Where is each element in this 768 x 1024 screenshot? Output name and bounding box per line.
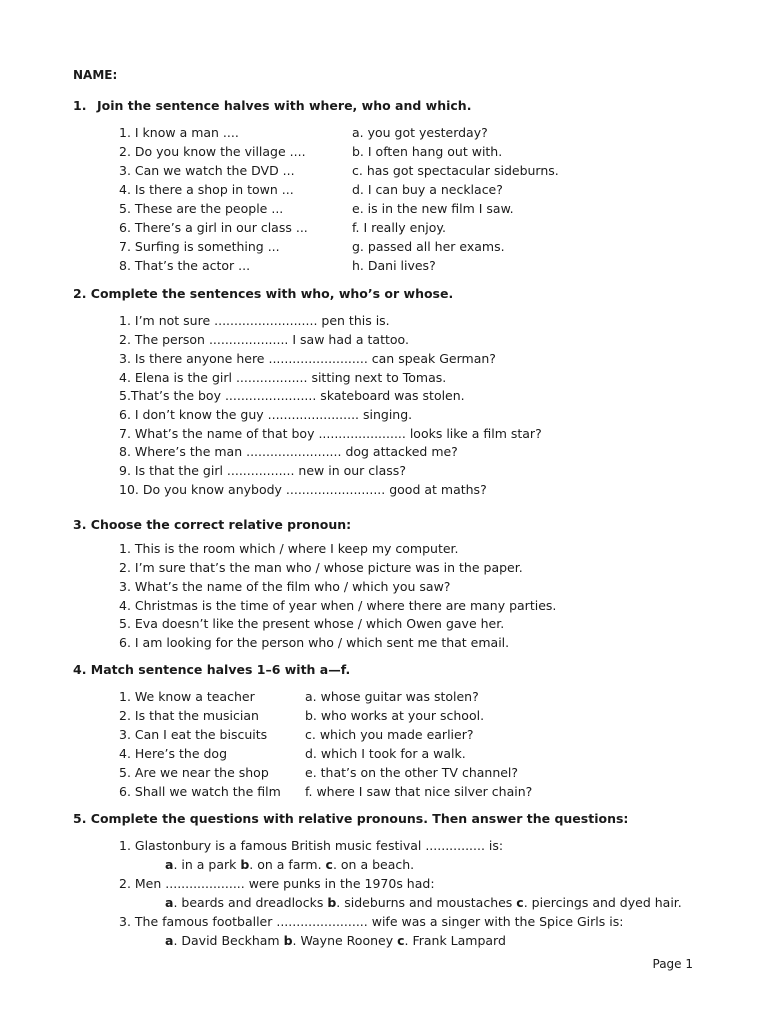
option-text: . beards and dreadlocks	[173, 895, 328, 910]
option-letter: a	[165, 895, 174, 910]
section1-left-item: 7. Surfing is something ...	[119, 239, 280, 254]
section1-heading-text: Join the sentence halves with where, who and which.	[97, 98, 472, 113]
section1-left-item: 1. I know a man ....	[119, 125, 239, 140]
section1-right-item: f. I really enjoy.	[352, 220, 446, 235]
section1-left-item: 2. Do you know the village ....	[119, 144, 306, 159]
section1-left-item: 6. There’s a girl in our class ...	[119, 220, 308, 235]
section2-item: 10. Do you know anybody ......................... good at maths?	[119, 482, 487, 497]
section3-item: 6. I am looking for the person who / which sent me that email.	[119, 635, 510, 650]
section2-heading: 2. Complete the sentences with who, who’s or whose.	[73, 286, 454, 301]
option-text: . on a beach.	[332, 857, 415, 872]
option-text: . sideburns and moustaches	[336, 895, 517, 910]
section2-item: 5.That’s the boy ....................... skateboard was stolen.	[119, 388, 465, 403]
section4-left-item: 3. Can I eat the biscuits	[119, 727, 268, 742]
section1-right-item: b. I often hang out with.	[352, 144, 503, 159]
section3-heading: 3. Choose the correct relative pronoun:	[73, 517, 352, 532]
section1-number: 1.	[73, 98, 87, 113]
section4-left-item: 2. Is that the musician	[119, 708, 259, 723]
section5-question: 1. Glastonbury is a famous British music festival ............... is:	[119, 838, 504, 853]
section1-right-item: d. I can buy a necklace?	[352, 182, 503, 197]
option-text: . piercings and dyed hair.	[523, 895, 682, 910]
option-letter: c	[516, 895, 524, 910]
section1-left-item: 8. That’s the actor ...	[119, 258, 251, 273]
section5-question: 3. The famous footballer ....................... wife was a singer with the Spice Girls is:	[119, 914, 624, 929]
section1-right-item: h. Dani lives?	[352, 258, 436, 273]
section2-item: 8. Where’s the man ........................ dog attacked me?	[119, 444, 458, 459]
section5-heading: 5. Complete the questions with relative pronouns. Then answer the questions:	[73, 811, 629, 826]
section2-item: 2. The person .................... I saw had a tattoo.	[119, 332, 409, 347]
section3-item: 1. This is the room which / where I keep my computer.	[119, 541, 459, 556]
option-letter: b	[283, 933, 293, 948]
section2-item: 3. Is there anyone here ......................... can speak German?	[119, 351, 496, 366]
section2-item: 7. What’s the name of that boy ...................... looks like a film star?	[119, 426, 542, 441]
section3-item: 2. I’m sure that’s the man who / whose picture was in the paper.	[119, 560, 523, 575]
section4-right-item: b. who works at your school.	[305, 708, 485, 723]
option-letter: b	[327, 895, 337, 910]
section2-item: 1. I’m not sure .......................... pen this is.	[119, 313, 390, 328]
section4-left-item: 4. Here’s the dog	[119, 746, 228, 761]
option-text: . Frank Lampard	[404, 933, 506, 948]
option-text: . in a park	[173, 857, 241, 872]
option-text: . David Beckham	[173, 933, 284, 948]
option-text: . on a farm.	[249, 857, 326, 872]
section2-item: 4. Elena is the girl .................. sitting next to Tomas.	[119, 370, 447, 385]
section1-right-item: c. has got spectacular sideburns.	[352, 163, 559, 178]
section3-item: 3. What’s the name of the film who / which you saw?	[119, 579, 451, 594]
section5-question: 2. Men .................... were punks in the 1970s had:	[119, 876, 435, 891]
section3-item: 5. Eva doesn’t like the present whose / which Owen gave her.	[119, 616, 505, 631]
section4-right-item: c. which you made earlier?	[305, 727, 474, 742]
option-letter: a	[165, 857, 174, 872]
section1-left-item: 5. These are the people ...	[119, 201, 284, 216]
section4-right-item: e. that’s on the other TV channel?	[305, 765, 519, 780]
name-label: NAME:	[73, 68, 118, 82]
option-letter: c	[397, 933, 405, 948]
section5-options	[165, 855, 414, 874]
section1-left-item: 3. Can we watch the DVD ...	[119, 163, 295, 178]
option-letter: c	[325, 857, 333, 872]
section2-item: 6. I don’t know the guy ....................... singing.	[119, 407, 413, 422]
section4-heading: 4. Match sentence halves 1–6 with a—f.	[73, 662, 351, 677]
section4-right-item: a. whose guitar was stolen?	[305, 689, 479, 704]
section4-left-item: 6. Shall we watch the film	[119, 784, 281, 799]
section5-options	[165, 931, 506, 950]
section5-options	[165, 893, 682, 912]
section2-item: 9. Is that the girl ................. new in our class?	[119, 463, 406, 478]
option-text: . Wayne Rooney	[292, 933, 398, 948]
section1-right-item: a. you got yesterday?	[352, 125, 488, 140]
option-letter: b	[240, 857, 250, 872]
section3-item: 4. Christmas is the time of year when / where there are many parties.	[119, 598, 557, 613]
option-letter: a	[165, 933, 174, 948]
section4-left-item: 5. Are we near the shop	[119, 765, 269, 780]
section4-left-item: 1. We know a teacher	[119, 689, 255, 704]
section1-right-item: e. is in the new film I saw.	[352, 201, 514, 216]
section4-right-item: f. where I saw that nice silver chain?	[305, 784, 533, 799]
section1-left-item: 4. Is there a shop in town ...	[119, 182, 294, 197]
section1-right-item: g. passed all her exams.	[352, 239, 505, 254]
page-number: Page 1	[652, 957, 693, 971]
section4-right-item: d. which I took for a walk.	[305, 746, 466, 761]
section1-heading	[73, 98, 471, 113]
